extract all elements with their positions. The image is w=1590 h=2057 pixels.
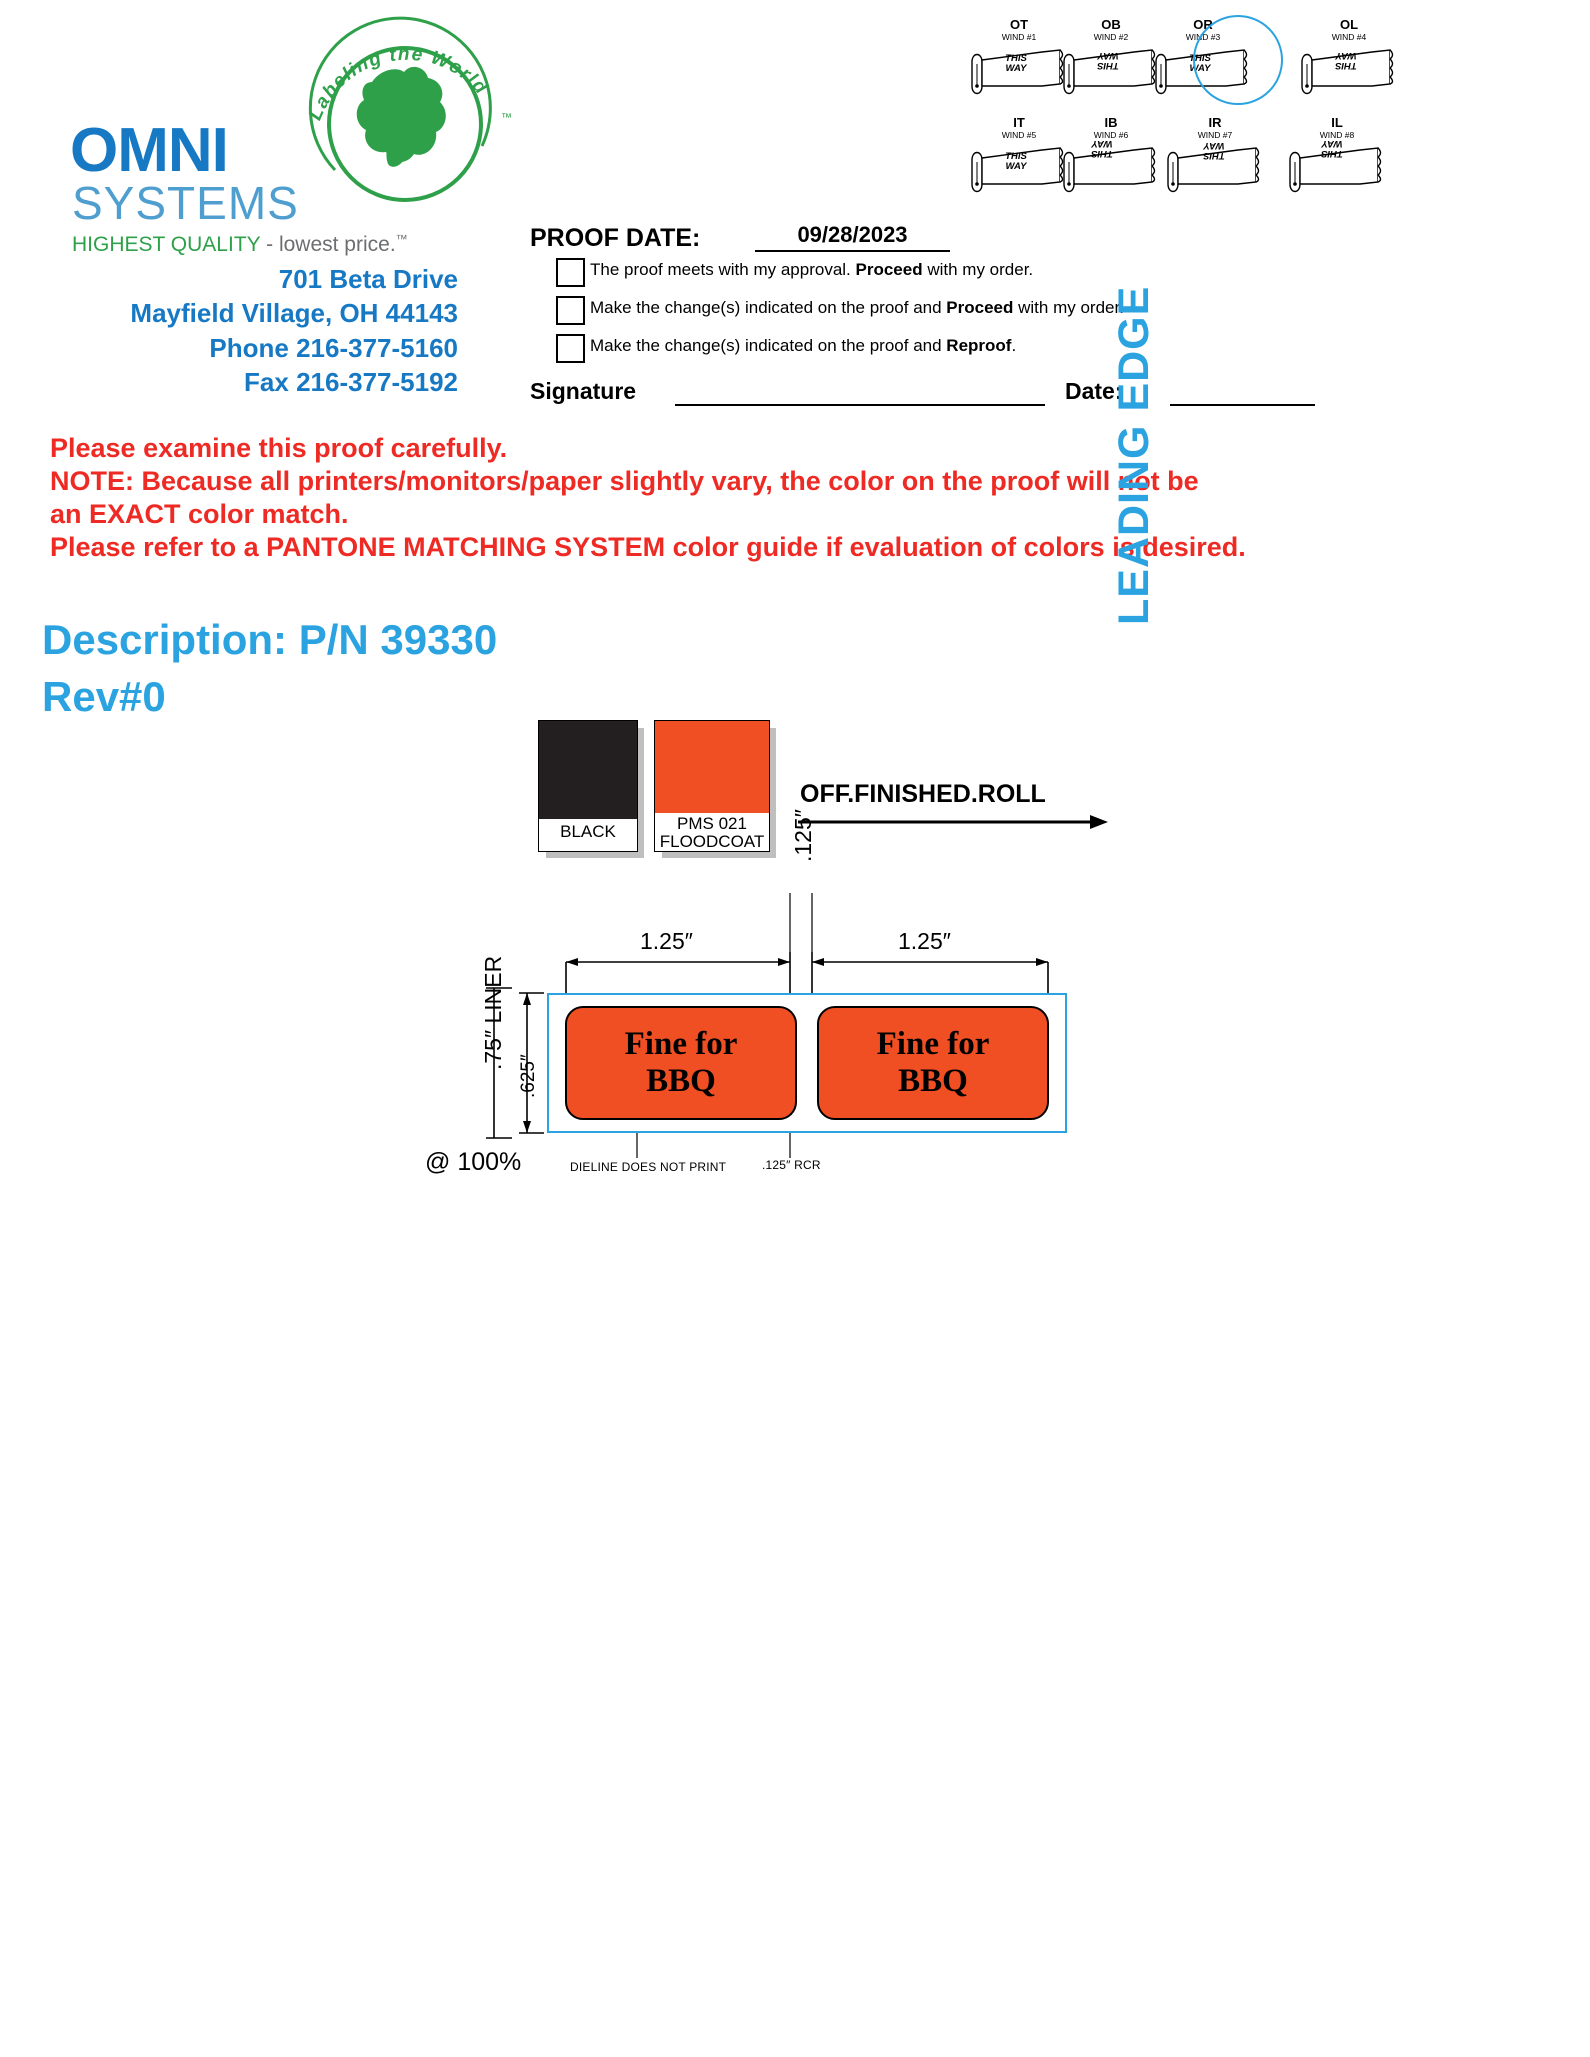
signature-input[interactable]: [675, 404, 1045, 406]
wind-code: IL: [1331, 115, 1343, 130]
approval-option-3[interactable]: [530, 332, 1310, 370]
signature-row: [530, 378, 1310, 418]
address-line-2: Mayfield Village, OH 44143: [130, 298, 458, 329]
dim-height: .625″: [518, 1054, 539, 1098]
logo-omni-text: OMNI: [70, 116, 228, 185]
wind-code: IB: [1104, 115, 1118, 130]
dim-gap: .125″: [790, 809, 816, 862]
option-2-post: with my order.: [1013, 298, 1124, 317]
globe-text-arc: [300, 20, 510, 210]
logo-tagline: [72, 233, 408, 255]
swatch-pms021-label: PMS 021: [677, 814, 747, 833]
checkbox-changes-reproof[interactable]: [556, 334, 585, 363]
wind-number: WIND #3: [1185, 32, 1221, 42]
wind-label: THIS WAY: [1321, 137, 1343, 159]
note-line-2: NOTE: Because all printers/monitors/paper slightly vary, the color on the proof will not be: [50, 465, 1199, 496]
wind-option-ib[interactable]: [1052, 116, 1170, 208]
proof-date-row: [530, 222, 1310, 256]
wind-option-il[interactable]: [1278, 116, 1396, 208]
wind-label: THIS WAY: [1091, 137, 1113, 159]
label-1: [565, 1006, 797, 1120]
scale-label: @ 100%: [425, 1148, 522, 1176]
signature-date-input[interactable]: [1170, 404, 1315, 406]
proof-date-value[interactable]: 09/28/2023: [755, 222, 950, 252]
trademark-symbol: ™: [501, 112, 512, 124]
proof-warning-note: [50, 432, 1550, 564]
label-web: [547, 993, 1067, 1133]
note-line-3: an EXACT color match.: [50, 498, 349, 529]
wind-number: WIND #7: [1197, 130, 1233, 140]
wind-code: OB: [1101, 17, 1121, 32]
company-address: [0, 262, 458, 399]
label-2: [817, 1006, 1049, 1120]
note-line-4: Please refer to a PANTONE MATCHING SYSTEM color guide if evaluation of colors is desired.: [50, 531, 1246, 562]
approval-option-2[interactable]: [530, 294, 1310, 332]
label-1-text: Fine for BBQ: [624, 1026, 738, 1099]
address-line-1: 701 Beta Drive: [278, 264, 458, 294]
option-2-bold: Proceed: [946, 298, 1014, 317]
leading-edge-label: LEADING EDGE: [1110, 285, 1158, 625]
logo-systems-text: SYSTEMS: [72, 177, 299, 229]
dim-width-left: 1.25″: [640, 928, 693, 954]
dieline-note: DIELINE DOES NOT PRINT: [570, 1160, 727, 1174]
wind-code: IR: [1208, 115, 1222, 130]
option-1-bold: Proceed: [855, 260, 923, 279]
wind-label: THIS WAY: [1097, 49, 1119, 71]
signature-label: Signature: [530, 378, 637, 404]
wind-code: OT: [1009, 17, 1029, 32]
wind-number: WIND #4: [1331, 32, 1367, 42]
wind-number: WIND #1: [1001, 32, 1037, 42]
note-line-1: Please examine this proof carefully.: [50, 433, 508, 463]
swatch-pms021: [654, 720, 770, 852]
option-1-post: with my order.: [922, 260, 1034, 279]
option-3-post: .: [1011, 336, 1017, 355]
approval-option-1[interactable]: [530, 256, 1310, 294]
option-3-pre: Make the change(s) indicated on the proof and: [590, 336, 947, 355]
wind-number: WIND #5: [1001, 130, 1037, 140]
label-2-text: Fine for BBQ: [876, 1026, 990, 1099]
off-finished-roll-label: OFF.FINISHED.ROLL: [800, 780, 1046, 808]
globe-graphic: [300, 20, 510, 210]
tagline-quality: HIGHEST QUALITY: [72, 233, 261, 256]
wind-code: IT: [1013, 115, 1025, 130]
address-fax: Fax 216-377-5192: [244, 366, 458, 397]
wind-number: WIND #8: [1319, 130, 1355, 140]
proof-approval-section: [530, 222, 1310, 418]
signature-date-label: Date:: [1065, 378, 1123, 404]
wind-label: THIS WAY: [1189, 53, 1211, 74]
wind-label: THIS WAY: [1005, 53, 1027, 74]
svg-text:Labeling the World: Labeling the World: [304, 43, 492, 124]
wind-number: WIND #2: [1093, 32, 1129, 42]
wind-code: OR: [1193, 17, 1213, 32]
swatch-black-label: BLACK: [560, 822, 616, 841]
wind-selected-highlight: [1193, 15, 1283, 105]
swatch-pms021-label2: FLOODCOAT: [659, 832, 765, 851]
wind-label: THIS WAY: [1203, 139, 1225, 161]
swatch-black: [538, 720, 638, 852]
checkbox-changes-proceed[interactable]: [556, 296, 585, 325]
description-block: [42, 612, 497, 725]
swatch-black-fill: [539, 721, 637, 819]
swatch-pms021-fill: [655, 721, 769, 813]
description-part-number: Description: P/N 39330: [42, 616, 498, 663]
tagline-price: - lowest price.: [260, 233, 396, 256]
direction-arrow-icon: [798, 814, 1108, 830]
option-2-pre: Make the change(s) indicated on the proof and: [590, 298, 947, 317]
wind-code: OL: [1339, 17, 1359, 32]
wind-option-ir[interactable]: [1156, 116, 1274, 208]
tagline-tm: ™: [395, 232, 408, 246]
wind-number: WIND #6: [1093, 130, 1129, 140]
wind-label: THIS WAY: [1335, 49, 1357, 71]
company-logo: [60, 20, 512, 256]
corner-radius-note: .125″ RCR: [762, 1158, 821, 1172]
wind-option-ol[interactable]: [1290, 18, 1408, 110]
address-phone: Phone 216-377-5160: [209, 332, 458, 363]
option-3-bold: Reproof: [946, 336, 1012, 355]
description-revision: Rev#0: [42, 672, 166, 720]
proof-date-label: PROOF DATE:: [530, 224, 701, 252]
checkbox-approve[interactable]: [556, 258, 585, 287]
wind-direction-diagrams: [960, 18, 1520, 208]
option-1-pre: The proof meets with my approval.: [590, 260, 856, 279]
dim-width-right: 1.25″: [898, 928, 951, 954]
wind-label: THIS WAY: [1005, 151, 1027, 172]
dim-liner: .75″ LINER: [480, 955, 506, 1070]
